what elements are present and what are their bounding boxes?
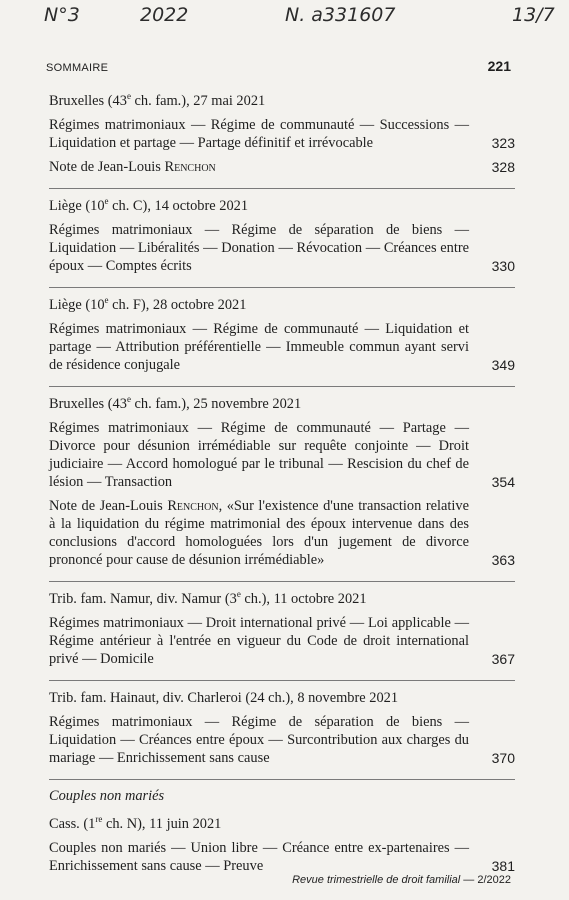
court-heading: Trib. fam. Hainaut, div. Charleroi (24 ch.), 8 novembre 2021 <box>49 690 399 706</box>
entry-page: 363 <box>491 552 515 568</box>
entry-text: Régimes matrimoniaux — Régime de séparation de biens — Liquidation — Libéralités — Donation — Révocation — Créances entre époux — Comptes écrits <box>49 222 469 274</box>
toc-entry <box>49 320 515 374</box>
toc-block <box>49 590 515 681</box>
handwritten-year: 2022 <box>140 4 189 26</box>
entry-text: Régimes matrimoniaux — Régime de séparation de biens — Liquidation — Créances entre époux — Surcontribution aux charges du mariage — Enrichissement sans cause <box>49 714 469 766</box>
toc-block <box>49 92 515 189</box>
court-heading: Liège (10e ch. F), 28 octobre 2021 <box>49 295 247 313</box>
entry-text: Note de Jean-Louis Renchon, «Sur l'existence d'une transaction relative à la liquidation du régime matrimonial des époux intervenue dans des conclusions d'accord homologuées lors d'un jugement de divorce prononcé pour cause de désunion irrémédiable» <box>49 498 469 568</box>
toc-entry <box>49 839 515 875</box>
toc-entry <box>49 713 515 767</box>
court-heading: Liège (10e ch. C), 14 octobre 2021 <box>49 196 249 214</box>
handwritten-reference: N. a331607 <box>285 4 396 26</box>
entry-page: 370 <box>491 750 515 766</box>
page-header <box>46 58 511 74</box>
toc-entry <box>49 221 515 275</box>
court-heading: Bruxelles (43e ch. fam.), 25 novembre 2021 <box>49 394 302 412</box>
section-label: SOMMAIRE <box>46 62 109 74</box>
journal-title: Revue trimestrielle de droit familial <box>292 874 461 886</box>
toc-entry <box>49 614 515 668</box>
handwritten-number: N°3 <box>44 4 80 26</box>
court-heading: Bruxelles (43e ch. fam.), 27 mai 2021 <box>49 91 266 109</box>
toc-entry <box>49 158 515 176</box>
toc-block <box>49 395 515 582</box>
entry-page: 328 <box>491 159 515 175</box>
page-footer <box>292 874 511 886</box>
entry-text: Note de Jean-Louis Renchon <box>49 159 216 175</box>
toc-block <box>49 689 515 780</box>
table-of-contents <box>49 92 515 895</box>
journal-issue: — 2/2022 <box>463 874 511 886</box>
entry-page: 354 <box>491 474 515 490</box>
toc-entry <box>49 116 515 152</box>
entry-page: 323 <box>491 135 515 151</box>
entry-page: 330 <box>491 258 515 274</box>
section-subheading: Couples non mariés <box>49 788 165 804</box>
entry-page: 349 <box>491 357 515 373</box>
toc-block <box>49 296 515 387</box>
entry-text: Régimes matrimoniaux — Régime de communauté — Liquidation et partage — Attribution préférentielle — Immeuble commun ayant servi de résidence conjugale <box>49 321 469 373</box>
entry-page: 381 <box>491 858 515 874</box>
toc-entry <box>49 419 515 491</box>
page-number: 221 <box>487 58 511 74</box>
handwritten-page-ref: 13/7 <box>512 4 555 26</box>
entry-text: Régimes matrimoniaux — Régime de communauté — Successions — Liquidation et partage — Partage définitif et irrévocable <box>49 117 469 151</box>
court-heading: Trib. fam. Namur, div. Namur (3e ch.), 11 octobre 2021 <box>49 589 367 607</box>
toc-entry <box>49 497 515 569</box>
entry-page: 367 <box>491 651 515 667</box>
entry-text: Couples non mariés — Union libre — Créance entre ex-partenaires — Enrichissement sans cause — Preuve <box>49 840 469 874</box>
entry-text: Régimes matrimoniaux — Régime de communauté — Partage — Divorce pour désunion irrémédiable sur requête conjointe — Droit judiciaire — Accord homologué par le tribunal — Rescision du chef de lésion — Transaction <box>49 420 469 490</box>
court-heading: Cass. (1re ch. N), 11 juin 2021 <box>49 814 222 832</box>
entry-text: Régimes matrimoniaux — Droit international privé — Loi applicable — Régime antérieur à l'entrée en vigueur du Code de droit international privé — Domicile <box>49 615 469 667</box>
toc-block <box>49 197 515 288</box>
